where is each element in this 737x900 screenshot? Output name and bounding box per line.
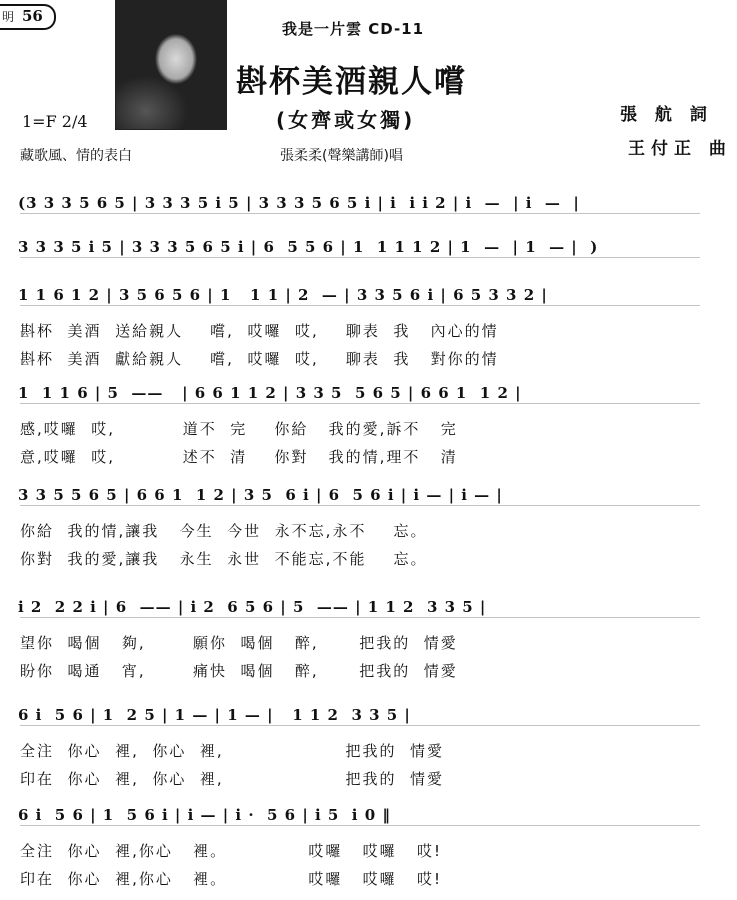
notation-line: 6 i 5 6 | 1 2 5 | 1 — | 1 — | 1 1 2 3 3 5 | — [18, 706, 411, 724]
lyric-line: 你對 我的愛,讓我 永生 永世 不能忘,不能 忘。 — [20, 550, 428, 568]
lyric-line: 感,哎囉 哎, 道不 完 你給 我的愛,訴不 完 — [20, 420, 458, 438]
score-row — [0, 480, 737, 510]
lyric-line: 印在 你心 裡,你心 裡。 哎囉 哎囉 哎! — [20, 870, 442, 888]
score-row — [0, 232, 737, 262]
score-row — [0, 378, 737, 408]
notation-line: i 2 2 2 i | 6 —— | i 2 6 5 6 | 5 —— | 1 1 2 3 3 5 | — [18, 598, 487, 616]
notation-line: 1 1 6 1 2 | 3 5 6 5 6 | 1 1 1 | 2 — | 3 3 5 6 i | 6 5 3 3 2 | — [18, 286, 548, 304]
lyric-line: 印在 你心 裡, 你心 裡, 把我的 情愛 — [20, 770, 445, 788]
singer-credit: 張柔柔(聲樂講師)唱 — [280, 148, 403, 164]
score-row — [0, 280, 737, 310]
style-tag: 藏歌風、情的表白 — [20, 148, 132, 164]
beam-line — [20, 305, 700, 306]
beam-line — [20, 617, 700, 618]
song-subtitle: (女齊或女獨) — [276, 108, 416, 132]
beam-line — [20, 825, 700, 826]
notation-line: 3 3 3 5 i 5 | 3 3 3 5 6 5 i | 6 5 5 6 | 1 1 1 1 2 | 1 — | 1 — | ) — [18, 238, 599, 256]
lyricist-credit: 張 航 詞 — [620, 105, 713, 125]
singer-photo — [115, 0, 227, 130]
lyric-line: 全注 你心 裡,你心 裡。 哎囉 哎囉 哎! — [20, 842, 442, 860]
notation-line: 6 i 5 6 | 1 5 6 i | i — | i · 5 6 | i 5 i 0 ‖ — [18, 806, 391, 824]
page-prefix: 明 — [2, 10, 15, 24]
lyric-line: 你給 我的情,讓我 今生 今世 永不忘,永不 忘。 — [20, 522, 428, 540]
notation-line: 1 1 1 6 | 5 —— | 6 6 1 1 2 | 3 3 5 5 6 5 | 6 6 1 1 2 | — [18, 384, 522, 402]
score-row — [0, 188, 737, 218]
beam-line — [20, 213, 700, 214]
score-row — [0, 800, 737, 830]
notation-line: (3 3 3 5 6 5 | 3 3 3 5 i 5 | 3 3 3 5 6 5 i | i i i 2 | i — | i — | — [18, 194, 580, 212]
composer-credit: 王付正 曲 — [628, 139, 732, 159]
page-number-tab — [0, 4, 56, 30]
lyric-line: 全注 你心 裡, 你心 裡, 把我的 情愛 — [20, 742, 445, 760]
beam-line — [20, 257, 700, 258]
beam-line — [20, 505, 700, 506]
notation-line: 3 3 5 5 6 5 | 6 6 1 1 2 | 3 5 6 i | 6 5 6 i | i — | i — | — [18, 486, 503, 504]
album-series: 我是一片雲 CD-11 — [282, 20, 425, 38]
key-signature: 1=F 2/4 — [22, 112, 88, 131]
page-number: 56 — [22, 7, 43, 25]
lyric-line: 斟杯 美酒 獻給親人 嚐, 哎囉 哎, 聊表 我 對你的情 — [20, 350, 499, 368]
lyric-line: 意,哎囉 哎, 述不 清 你對 我的情,理不 清 — [20, 448, 458, 466]
beam-line — [20, 403, 700, 404]
lyric-line: 望你 喝個 夠, 願你 喝個 醉, 把我的 情愛 — [20, 634, 458, 652]
score-row — [0, 700, 737, 730]
lyric-line: 斟杯 美酒 送給親人 嚐, 哎囉 哎, 聊表 我 內心的情 — [20, 322, 499, 340]
song-title: 斟杯美酒親人嚐 — [236, 64, 467, 100]
score-row — [0, 592, 737, 622]
beam-line — [20, 725, 700, 726]
lyric-line: 盼你 喝通 宵, 痛快 喝個 醉, 把我的 情愛 — [20, 662, 458, 680]
